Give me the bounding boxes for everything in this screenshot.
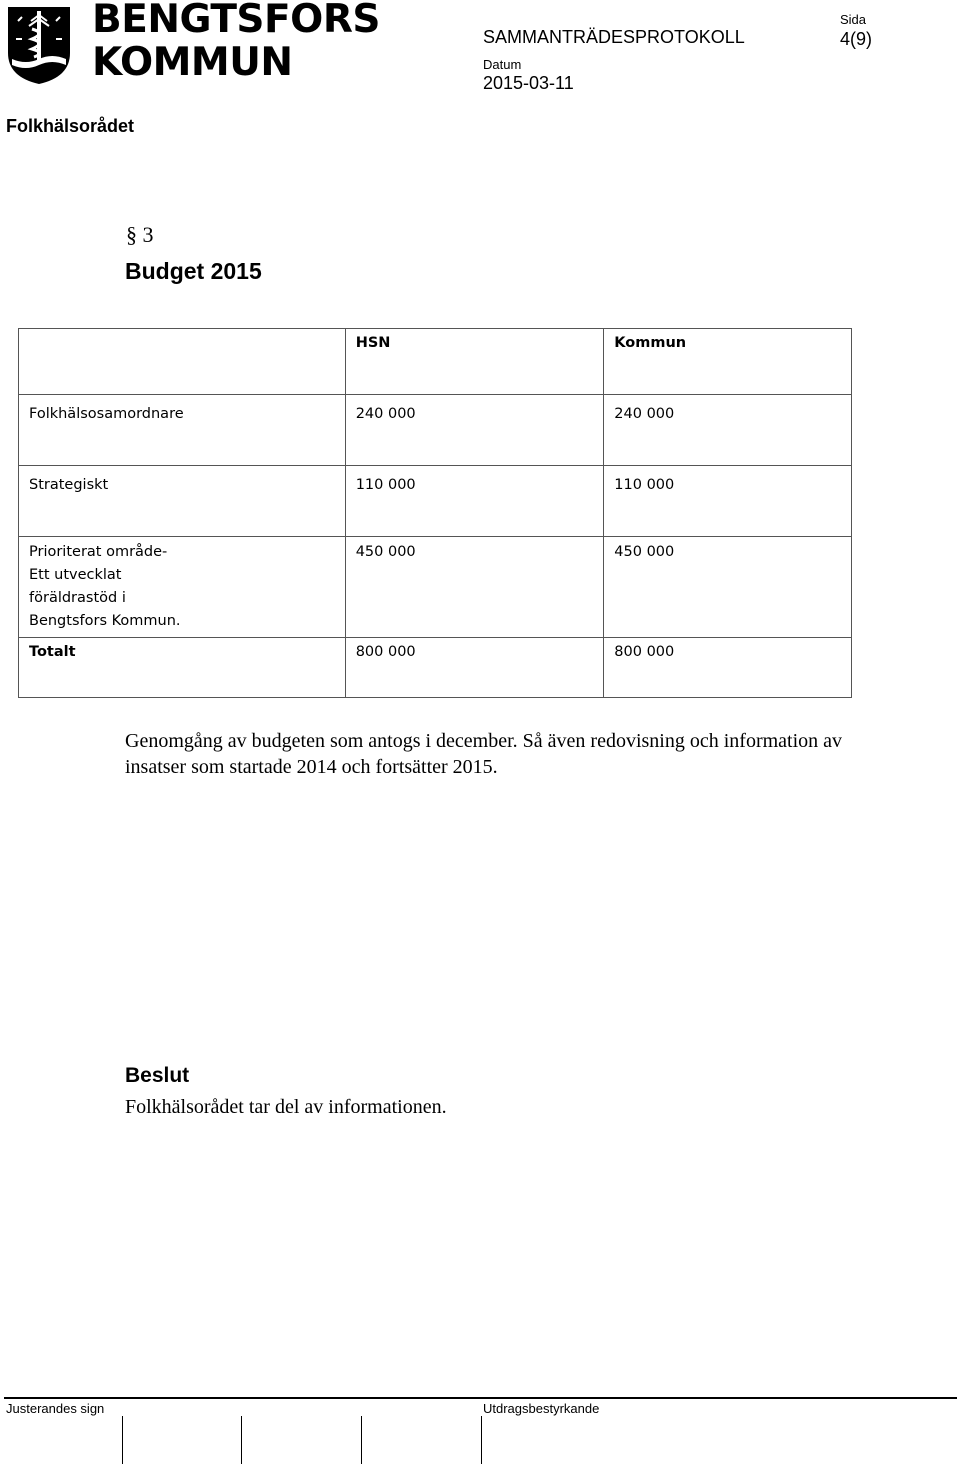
decision-text: Folkhälsorådet tar del av informationen.: [125, 1096, 447, 1118]
table-row: [19, 537, 852, 638]
budget-table: [18, 328, 852, 698]
logo-line-2: KOMMUN: [92, 40, 293, 85]
row-label-line: Strategiskt: [29, 477, 109, 493]
row-label-line: Bengtsfors Kommun.: [29, 613, 181, 629]
signature-box-divider: [481, 1416, 482, 1464]
column-header-kommun: Kommun: [604, 329, 852, 395]
row-label: [19, 537, 346, 638]
hsn-value: 450 000: [345, 537, 604, 638]
row-label-line: föräldrastöd i: [29, 590, 126, 606]
decision-heading: Beslut: [125, 1064, 190, 1087]
total-kommun-value: 800 000: [604, 638, 852, 698]
kommun-value: 240 000: [604, 395, 852, 466]
page-number: 4(9): [840, 29, 873, 49]
column-header: [19, 329, 346, 395]
hsn-value: 110 000: [345, 466, 604, 537]
organization-name: Folkhälsorådet: [6, 116, 135, 136]
municipality-logo-wordmark: [92, 0, 380, 84]
body-paragraph: Genomgång av budgeten som antogs i december. Så även redovisning och information av insatser som startade 2014 och fortsätter 2015.: [125, 730, 843, 778]
certification-label: Utdragsbestyrkande: [483, 1401, 600, 1416]
municipal-coat-of-arms-icon: [6, 5, 72, 85]
total-label: Totalt: [19, 638, 346, 698]
table-header-row: [19, 329, 852, 395]
date-label: Datum: [483, 57, 522, 72]
paragraph-number: § 3: [126, 222, 154, 247]
footer-divider: [4, 1397, 957, 1399]
row-label-line: Folkhälsosamordnare: [29, 406, 184, 422]
row-label: [19, 466, 346, 537]
total-hsn-value: 800 000: [345, 638, 604, 698]
signature-label: Justerandes sign: [6, 1401, 105, 1416]
signature-box-divider: [122, 1416, 123, 1464]
row-label-line: Prioriterat område-: [29, 544, 168, 560]
logo-line-1: BENGTSFORS: [92, 0, 380, 42]
table-total-row: [19, 638, 852, 698]
date-value: 2015-03-11: [483, 73, 574, 93]
section-title: Budget 2015: [125, 258, 262, 284]
signature-box-divider: [241, 1416, 242, 1464]
kommun-value: 110 000: [604, 466, 852, 537]
row-label: [19, 395, 346, 466]
row-label-line: Ett utvecklat: [29, 567, 122, 583]
document-type: SAMMANTRÄDESPROTOKOLL: [483, 27, 745, 47]
page-label: Sida: [840, 12, 867, 27]
table-row: [19, 395, 852, 466]
signature-box-divider: [361, 1416, 362, 1464]
table-row: [19, 466, 852, 537]
column-header-hsn: HSN: [345, 329, 604, 395]
kommun-value: 450 000: [604, 537, 852, 638]
hsn-value: 240 000: [345, 395, 604, 466]
